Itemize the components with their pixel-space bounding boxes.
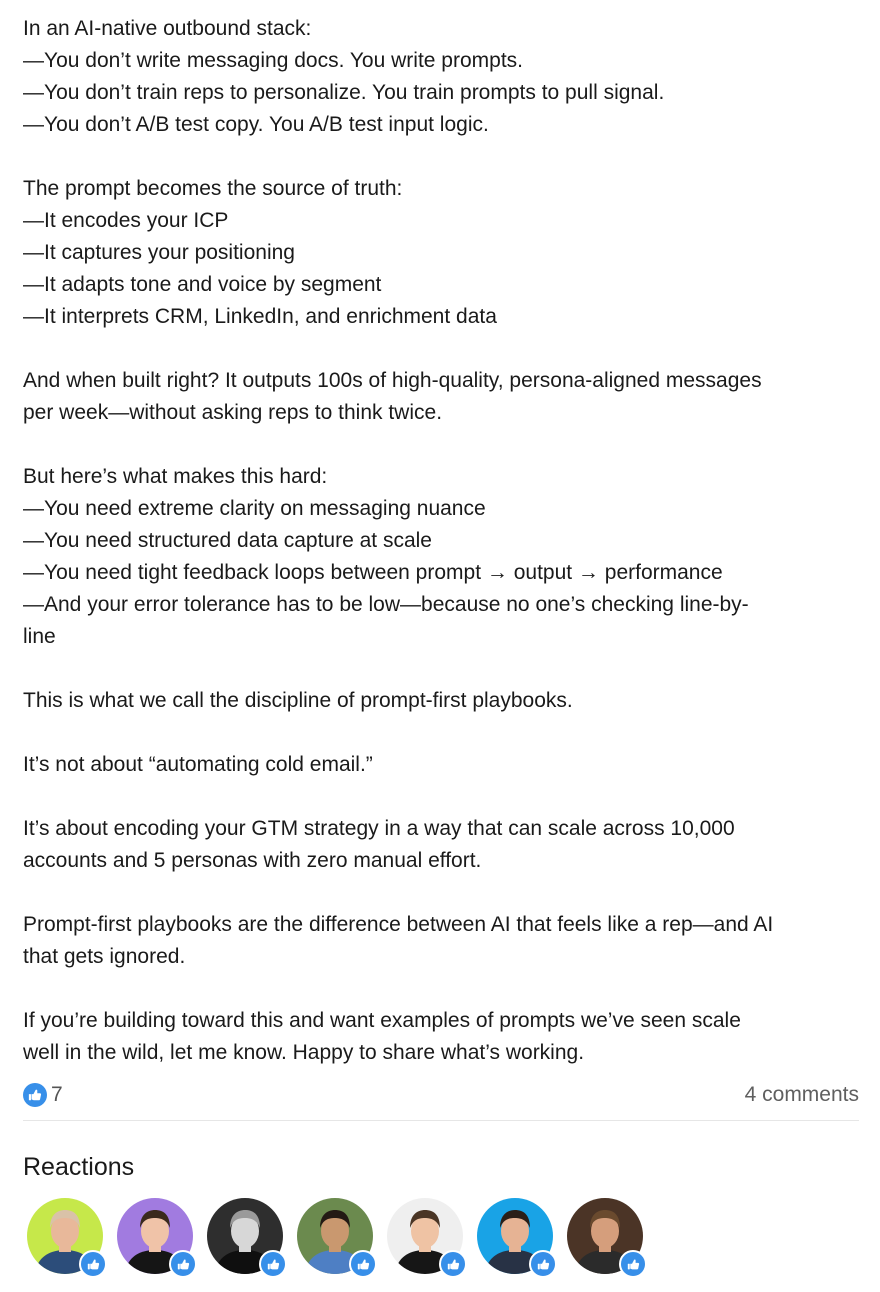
like-icon	[79, 1250, 107, 1278]
post-text-line: In an AI-native outbound stack:	[23, 17, 312, 40]
post-paragraph	[23, 13, 863, 141]
post-text-line: But here’s what makes this hard:	[23, 465, 328, 488]
post-text-line: —You don’t write messaging docs. You write prompts.	[23, 49, 523, 72]
comments-count-link[interactable]: 4 comments	[744, 1083, 859, 1106]
post-text-line: —You need structured data capture at scale	[23, 529, 432, 552]
social-counts-bar	[23, 1078, 859, 1112]
post-text-line: —And your error tolerance has to be low—because no one’s checking line-by-	[23, 593, 749, 616]
post-body	[23, 13, 863, 1101]
reaction-count: 7	[51, 1083, 63, 1106]
post-paragraph	[23, 749, 863, 781]
post-paragraph	[23, 909, 863, 973]
post-text-line: accounts and 5 personas with zero manual effort.	[23, 849, 482, 872]
divider	[23, 1120, 859, 1121]
post-text-line: —It adapts tone and voice by segment	[23, 273, 382, 296]
post-paragraph	[23, 813, 863, 877]
reactions-summary[interactable]	[23, 1083, 63, 1107]
like-icon	[169, 1250, 197, 1278]
reactor-avatar[interactable]	[387, 1198, 465, 1276]
post-paragraph	[23, 173, 863, 333]
like-icon	[619, 1250, 647, 1278]
reactor-avatar[interactable]	[297, 1198, 375, 1276]
post-paragraph	[23, 685, 863, 717]
post-text-line: —It interprets CRM, LinkedIn, and enrichment data	[23, 305, 497, 328]
like-icon	[439, 1250, 467, 1278]
post-text-line: —It encodes your ICP	[23, 209, 229, 232]
post-text-line: And when built right? It outputs 100s of high-quality, persona-aligned messages	[23, 369, 762, 392]
like-icon	[23, 1083, 47, 1107]
post-text-line: The prompt becomes the source of truth:	[23, 177, 403, 200]
reactor-avatar[interactable]	[117, 1198, 195, 1276]
reactions-heading: Reactions	[23, 1153, 135, 1181]
post-text-line: Prompt-first playbooks are the difference between AI that feels like a rep—and AI	[23, 913, 774, 936]
post-paragraph	[23, 1005, 863, 1069]
reactor-avatars	[27, 1198, 657, 1276]
like-icon	[529, 1250, 557, 1278]
post-text-line: well in the wild, let me know. Happy to share what’s working.	[23, 1041, 585, 1064]
reactor-avatar[interactable]	[207, 1198, 285, 1276]
post-text-line: It’s about encoding your GTM strategy in a way that can scale across 10,000	[23, 817, 735, 840]
post-paragraph	[23, 461, 863, 653]
post-text-line: —You need extreme clarity on messaging nuance	[23, 497, 486, 520]
reactor-avatar[interactable]	[567, 1198, 645, 1276]
post-text-line: —It captures your positioning	[23, 241, 295, 264]
reactor-avatar[interactable]	[477, 1198, 555, 1276]
post-text-line: If you’re building toward this and want examples of prompts we’ve seen scale	[23, 1009, 741, 1032]
post-paragraph	[23, 365, 863, 429]
post-text-line: per week—without asking reps to think twice.	[23, 401, 443, 424]
post-text-line: line	[23, 625, 56, 648]
post-text-line: that gets ignored.	[23, 945, 186, 968]
like-icon	[349, 1250, 377, 1278]
post-text-line: It’s not about “automating cold email.”	[23, 753, 373, 776]
post-text-line: —You don’t A/B test copy. You A/B test input logic.	[23, 113, 489, 136]
like-icon	[259, 1250, 287, 1278]
post-text-line: This is what we call the discipline of prompt-first playbooks.	[23, 689, 573, 712]
reactor-avatar[interactable]	[27, 1198, 105, 1276]
post-text-line: —You don’t train reps to personalize. You train prompts to pull signal.	[23, 81, 665, 104]
post-text-line: —You need tight feedback loops between prompt → output → performance	[23, 561, 723, 584]
